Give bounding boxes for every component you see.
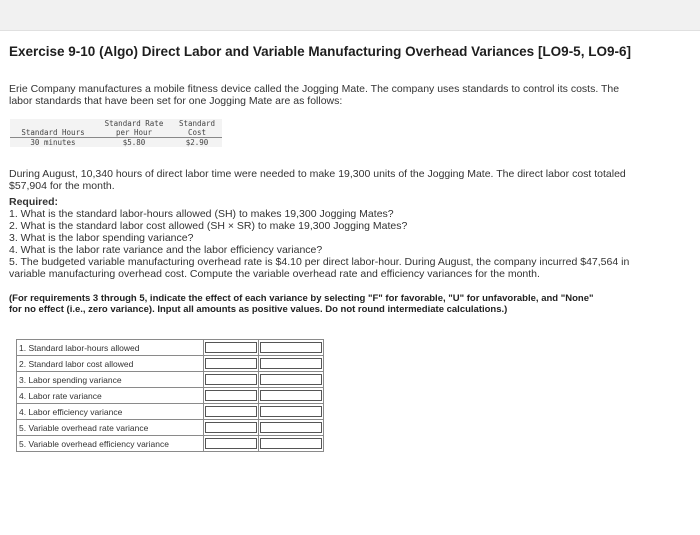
answer-input[interactable] bbox=[205, 438, 257, 449]
answer-cell bbox=[259, 340, 324, 356]
value-standard-hours: 30 minutes bbox=[30, 138, 76, 147]
row-label: 3. Labor spending variance bbox=[17, 372, 204, 388]
requirement-2: 2. What is the standard labor cost allowed (SH × SR) to make 19,300 Jogging Mates? bbox=[9, 220, 408, 232]
answer-input[interactable] bbox=[260, 358, 322, 369]
page-title: Exercise 9-10 (Algo) Direct Labor and Variable Manufacturing Overhead Variances [LO9-5, LO9-6] bbox=[9, 44, 631, 59]
header-standard-hours: Standard Hours bbox=[10, 128, 96, 138]
answer-cell bbox=[259, 388, 324, 404]
answer-cell bbox=[204, 372, 259, 388]
answer-input[interactable] bbox=[260, 406, 322, 417]
row-label: 5. Variable overhead rate variance bbox=[17, 420, 204, 436]
intro-line-1: Erie Company manufactures a mobile fitness device called the Jogging Mate. The company uses standards to control its costs. The bbox=[9, 83, 620, 95]
answer-cell bbox=[259, 420, 324, 436]
answer-input[interactable] bbox=[260, 422, 322, 433]
table-row bbox=[17, 436, 324, 452]
answer-table bbox=[16, 339, 324, 452]
requirement-3: 3. What is the labor spending variance? bbox=[9, 232, 194, 244]
row-label: 4. Labor rate variance bbox=[17, 388, 204, 404]
answer-cell bbox=[259, 436, 324, 452]
instructions-line-2: for no effect (i.e., zero variance). Input all amounts as positive values. Do not round intermediate calculations.) bbox=[9, 304, 508, 315]
answer-input[interactable] bbox=[205, 390, 257, 401]
answer-input[interactable] bbox=[205, 422, 257, 433]
requirement-4: 4. What is the labor rate variance and the labor efficiency variance? bbox=[9, 244, 323, 256]
intro-line-2: labor standards that have been set for one Jogging Mate are as follows: bbox=[9, 95, 343, 107]
answer-cell bbox=[259, 372, 324, 388]
row-label: 1. Standard labor-hours allowed bbox=[17, 340, 204, 356]
answer-input[interactable] bbox=[205, 374, 257, 385]
answer-cell bbox=[204, 340, 259, 356]
answer-input[interactable] bbox=[205, 406, 257, 417]
table-row bbox=[17, 356, 324, 372]
header-standard-rate: Standard Rate bbox=[104, 119, 164, 128]
answer-cell bbox=[204, 388, 259, 404]
top-bar bbox=[0, 0, 700, 31]
table-row bbox=[17, 404, 324, 420]
header-cost: Cost bbox=[172, 128, 222, 138]
answer-input[interactable] bbox=[260, 374, 322, 385]
header-standard: Standard bbox=[178, 119, 216, 128]
row-label: 4. Labor efficiency variance bbox=[17, 404, 204, 420]
header-blank bbox=[10, 119, 96, 128]
table-row bbox=[17, 372, 324, 388]
table-row bbox=[17, 340, 324, 356]
value-standard-cost: $2.90 bbox=[185, 138, 209, 147]
answer-input[interactable] bbox=[260, 342, 322, 353]
table-row bbox=[17, 420, 324, 436]
requirement-5: 5. The budgeted variable manufacturing overhead rate is $4.10 per direct labor-hour. During August, the company incurred $47,564 in bbox=[9, 256, 630, 268]
value-standard-rate: $5.80 bbox=[122, 138, 146, 147]
answer-input[interactable] bbox=[205, 342, 257, 353]
answer-cell bbox=[204, 436, 259, 452]
answer-input[interactable] bbox=[260, 438, 322, 449]
requirement-1: 1. What is the standard labor-hours allowed (SH) to makes 19,300 Jogging Mates? bbox=[9, 208, 394, 220]
row-label: 5. Variable overhead efficiency variance bbox=[17, 436, 204, 452]
answer-cell bbox=[259, 404, 324, 420]
labor-standards-table bbox=[10, 119, 222, 147]
required-heading: Required: bbox=[9, 196, 59, 208]
row-label: 2. Standard labor cost allowed bbox=[17, 356, 204, 372]
august-line-2: $57,904 for the month. bbox=[9, 180, 115, 192]
answer-cell bbox=[204, 356, 259, 372]
header-per-hour: per Hour bbox=[96, 128, 172, 138]
answer-input[interactable] bbox=[260, 390, 322, 401]
answer-cell bbox=[204, 404, 259, 420]
answer-input[interactable] bbox=[205, 358, 257, 369]
table-row bbox=[17, 388, 324, 404]
requirement-5-continued: variable manufacturing overhead cost. Compute the variable overhead rate and efficiency variances for the month. bbox=[9, 268, 540, 280]
instructions-line-1: (For requirements 3 through 5, indicate the effect of each variance by selecting "F" for favorable, "U" for unfavorable, and "None" bbox=[9, 293, 594, 304]
answer-cell bbox=[204, 420, 259, 436]
answer-cell bbox=[259, 356, 324, 372]
august-line-1: During August, 10,340 hours of direct labor time were needed to make 19,300 units of the Jogging Mate. The direct labor cost totaled bbox=[9, 168, 626, 180]
